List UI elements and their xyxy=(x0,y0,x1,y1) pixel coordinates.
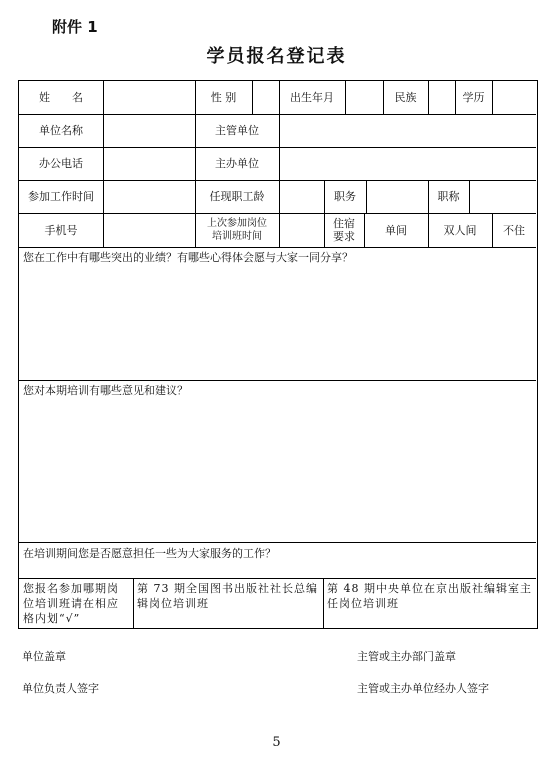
lodging-line2: 要求 xyxy=(333,230,355,243)
suggestions-question: 您对本期培训有哪些意见和建议？ xyxy=(23,384,188,397)
col-divider xyxy=(345,81,346,114)
tenure-label: 任现职工龄 xyxy=(209,190,265,203)
session-option-73[interactable]: 第 73 期全国图书出版社社长总编辑岗位培训班 xyxy=(137,582,318,610)
unit-seal-label: 单位盖章 xyxy=(22,650,66,663)
last-training-label xyxy=(195,217,279,243)
row-divider xyxy=(19,213,536,214)
title-rank-label: 职称 xyxy=(437,190,460,203)
name-label: 姓 名 xyxy=(39,91,83,104)
achievements-question: 您在工作中有哪些突出的业绩？有哪些心得体会愿与大家一同分享？ xyxy=(23,251,353,264)
form-title: 学员报名登记表 xyxy=(206,46,347,67)
gender-label: 性 别 xyxy=(210,91,237,104)
col-divider xyxy=(279,114,280,180)
office-phone-label: 办公电话 xyxy=(39,157,83,170)
position-label: 职务 xyxy=(334,190,356,203)
col-divider xyxy=(366,180,367,213)
double-room-option[interactable]: 双人间 xyxy=(443,224,477,237)
birth-label: 出生年月 xyxy=(290,91,334,104)
work-unit-label: 单位名称 xyxy=(39,124,83,137)
lodging-line1: 住宿 xyxy=(333,217,355,230)
last-training-line2: 培训班时间 xyxy=(212,231,262,242)
mobile-label: 手机号 xyxy=(44,224,78,237)
supervisor-unit-label: 主管单位 xyxy=(215,124,259,137)
session-prompt: 您报名参加哪期岗位培训班请在相应格内划“√” xyxy=(23,582,119,625)
lodging-label xyxy=(324,217,364,243)
row-divider xyxy=(19,247,536,248)
authority-seal-label: 主管或主办部门盖章 xyxy=(357,650,456,663)
col-divider xyxy=(252,81,253,114)
ethnicity-label: 民族 xyxy=(394,91,417,104)
row-divider xyxy=(19,147,536,148)
col-divider xyxy=(103,213,104,247)
host-unit-label: 主办单位 xyxy=(215,157,259,170)
row-divider xyxy=(19,380,536,381)
col-divider xyxy=(492,81,493,114)
agent-sign-label: 主管或主办单位经办人签字 xyxy=(357,682,489,695)
volunteer-question: 在培训期间您是否愿意担任一些为大家服务的工作？ xyxy=(23,547,276,560)
education-label: 学历 xyxy=(462,91,485,104)
row-divider xyxy=(19,114,536,115)
row-divider xyxy=(19,180,536,181)
page-number: 5 xyxy=(272,735,281,750)
col-divider xyxy=(279,213,280,247)
col-divider xyxy=(323,578,324,628)
col-divider xyxy=(279,180,280,213)
session-option-48[interactable]: 第 48 期中央单位在京出版社编辑室主任岗位培训班 xyxy=(327,582,532,610)
single-room-option[interactable]: 单间 xyxy=(385,224,407,237)
col-divider xyxy=(103,180,104,213)
registration-form xyxy=(18,80,538,629)
unit-head-sign-label: 单位负责人签字 xyxy=(22,682,99,695)
work-start-label: 参加工作时间 xyxy=(28,190,94,203)
col-divider xyxy=(103,81,104,114)
col-divider xyxy=(133,578,134,628)
row-divider xyxy=(19,578,536,579)
no-stay-option[interactable]: 不住 xyxy=(503,224,525,237)
annex-label: 附件 1 xyxy=(52,18,98,36)
row-divider xyxy=(19,542,536,543)
col-divider xyxy=(469,180,470,213)
col-divider xyxy=(103,114,104,180)
col-divider xyxy=(428,81,429,114)
last-training-line1: 上次参加岗位 xyxy=(207,218,267,229)
